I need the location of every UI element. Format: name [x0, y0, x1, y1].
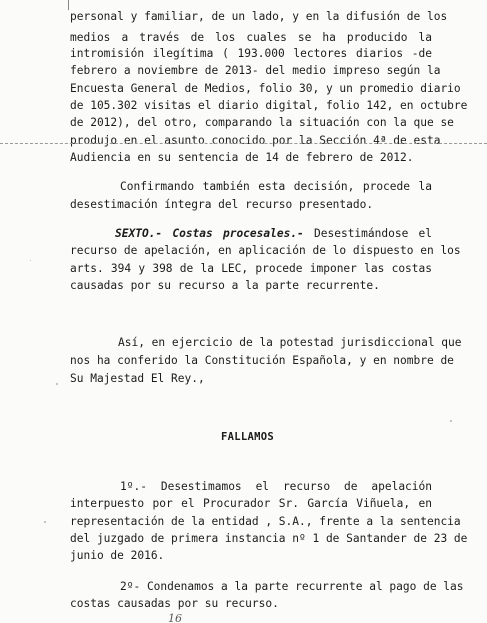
text-line: Encuesta General de Medios, folio 30, y un promedio diario: [70, 82, 461, 95]
text-line: febrero a noviembre de 2013- del medio impreso según la: [70, 64, 441, 77]
text-line: Así, en ejercicio de la potestad jurisdiccional que: [118, 336, 462, 349]
text-line: junio de 2016.: [70, 549, 165, 562]
text-line: Confirmando también esta decisión, procede la: [120, 180, 432, 193]
text-line: de 2012), del otro, comparando la situación con la que se: [70, 116, 454, 129]
text-line: nos ha conferido la Constitución Española, y en nombre de: [70, 354, 454, 367]
text-line: personal y familiar, de un lado, y en la difusión de los: [70, 10, 448, 23]
ruling-heading: FALLAMOS: [221, 431, 274, 443]
margin-rule: [68, 0, 69, 10]
page-number: 16: [168, 612, 182, 623]
scan-speck: [30, 260, 31, 261]
section-heading-sexto: SEXTO.- Costas procesales.-: [115, 227, 304, 240]
text-fragment: Desestimándose el: [314, 227, 432, 240]
text-line: recurso de apelación, en aplicación de lo dispuesto en los: [70, 244, 461, 257]
text-line: del juzgado de primera instancia nº 1 de Santander de 23 de: [70, 532, 468, 545]
text-line: causadas por su recurso a la parte recurrente.: [70, 279, 380, 292]
text-line: 1º.- Desestimamos el recurso de apelación: [120, 480, 432, 493]
scan-speck: [56, 383, 58, 385]
text-line: 2º- Condenamos a la parte recurrente al pago de las: [120, 580, 464, 593]
text-line: desestimación íntegra del recurso presentado.: [70, 198, 374, 211]
text-line: [115, 227, 432, 241]
text-line: produjo en el asunto conocido por la Sección 4ª de esta: [70, 134, 441, 147]
text-line: Audiencia en su sentencia de 14 de febrero de 2012.: [70, 151, 414, 164]
text-line: Su Majestad El Rey.,: [70, 372, 205, 385]
text-line: interpuesto por el Procurador Sr. García Viñuela, en: [70, 497, 432, 510]
text-line: representación de la entidad , S.A., frente a la sentencia: [70, 515, 461, 528]
text-line: costas causadas por su recurso.: [70, 597, 279, 610]
scan-speck: [44, 521, 46, 523]
text-line: de 105.302 visitas el diario digital, folio 142, en octubre: [70, 99, 468, 112]
scan-artifact-line: [0, 143, 487, 144]
text-line: intromisión ilegítima ( 193.000 lectores diarios -de: [70, 47, 432, 60]
text-line: arts. 394 y 398 de la LEC, procede imponer las costas: [70, 262, 432, 275]
scan-speck: [450, 420, 452, 422]
text-line: medios a través de los cuales se ha producido la: [70, 31, 432, 44]
